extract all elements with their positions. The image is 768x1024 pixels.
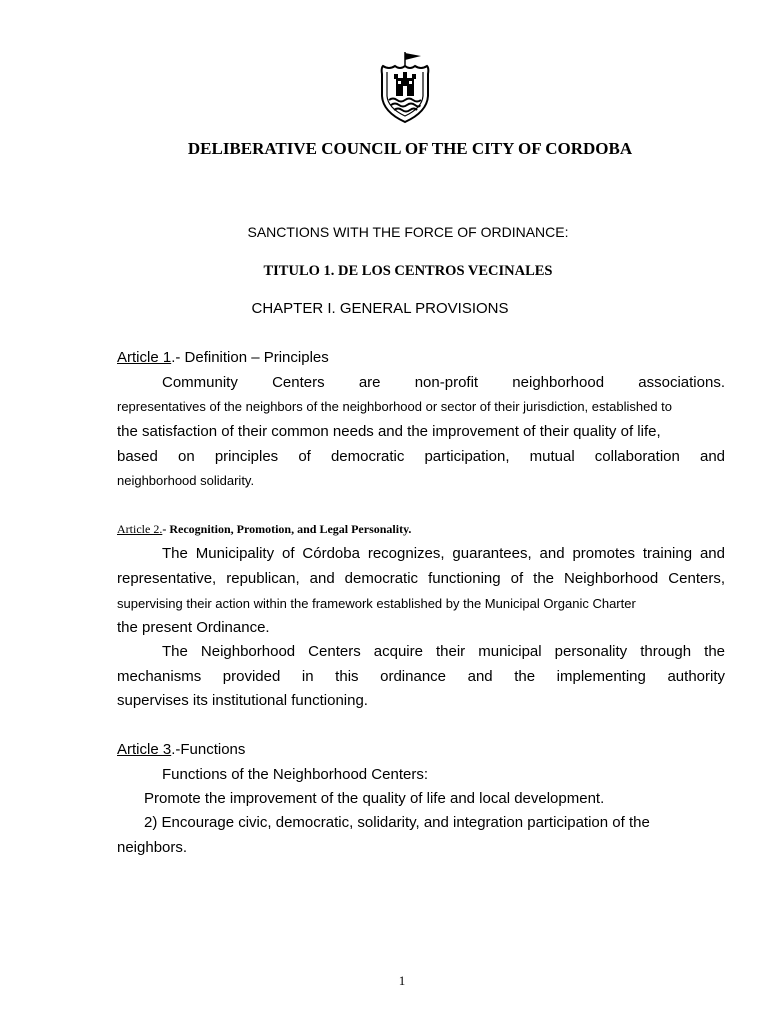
article-2-line: the present Ordinance. (117, 619, 270, 636)
council-title: DELIBERATIVE COUNCIL OF THE CITY OF CORDOBA (187, 139, 633, 158)
article-1-line: the satisfaction of their common needs and the improvement of their quality of life, (117, 423, 661, 440)
article-2-line: The Neighborhood Centers acquire their municipal personality through the (162, 643, 725, 660)
article-2-line: representative, republican, and democratic functioning of the Neighborhood Centers, (117, 570, 725, 587)
article-2-line: supervises its institutional functioning. (117, 692, 368, 709)
article-3-line: Promote the improvement of the quality of life and local development. (144, 790, 605, 807)
article-1-line: neighborhood solidarity. (117, 473, 255, 488)
article-1-line: representatives of the neighbors of the neighborhood or sector of their jurisdiction, established to (117, 399, 673, 414)
article-1-link[interactable]: Article 1 (117, 349, 172, 366)
article-1-line: based on principles of democratic participation, mutual collaboration and (117, 448, 725, 465)
chapter-heading: CHAPTER I. GENERAL PROVISIONS (251, 300, 509, 317)
article-2-line: mechanisms provided in this ordinance and the implementing authority (117, 668, 725, 685)
article-1-title: .- Definition – Principles (171, 349, 329, 366)
article-2-title: - Recognition, Promotion, and Legal Personality. (162, 522, 412, 536)
article-2-line: supervising their action within the framework established by the Municipal Organic Charter (117, 596, 636, 611)
titulo-heading: TITULO 1. DE LOS CENTROS VECINALES (263, 263, 553, 279)
article-3-link[interactable]: Article 3 (117, 741, 172, 758)
article-3-line: neighbors. (117, 839, 188, 856)
article-1-line: Community Centers are non-profit neighborhood associations. (162, 374, 725, 391)
article-3-line: 2) Encourage civic, democratic, solidarity, and integration participation of the (144, 814, 650, 831)
article-3-title: .-Functions (171, 741, 246, 758)
article-1-heading (117, 348, 725, 368)
article-2-heading (117, 520, 411, 538)
article-2-link[interactable]: Article 2. (117, 522, 163, 536)
page-number: 1 (398, 973, 406, 988)
city-coat-of-arms-icon (377, 50, 433, 124)
sanctions-heading: SANCTIONS WITH THE FORCE OF ORDINANCE: (247, 224, 569, 240)
article-3-heading (117, 740, 725, 760)
article-3-line: Functions of the Neighborhood Centers: (162, 766, 428, 783)
article-2-line: The Municipality of Córdoba recognizes, guarantees, and promotes training and (162, 545, 725, 562)
